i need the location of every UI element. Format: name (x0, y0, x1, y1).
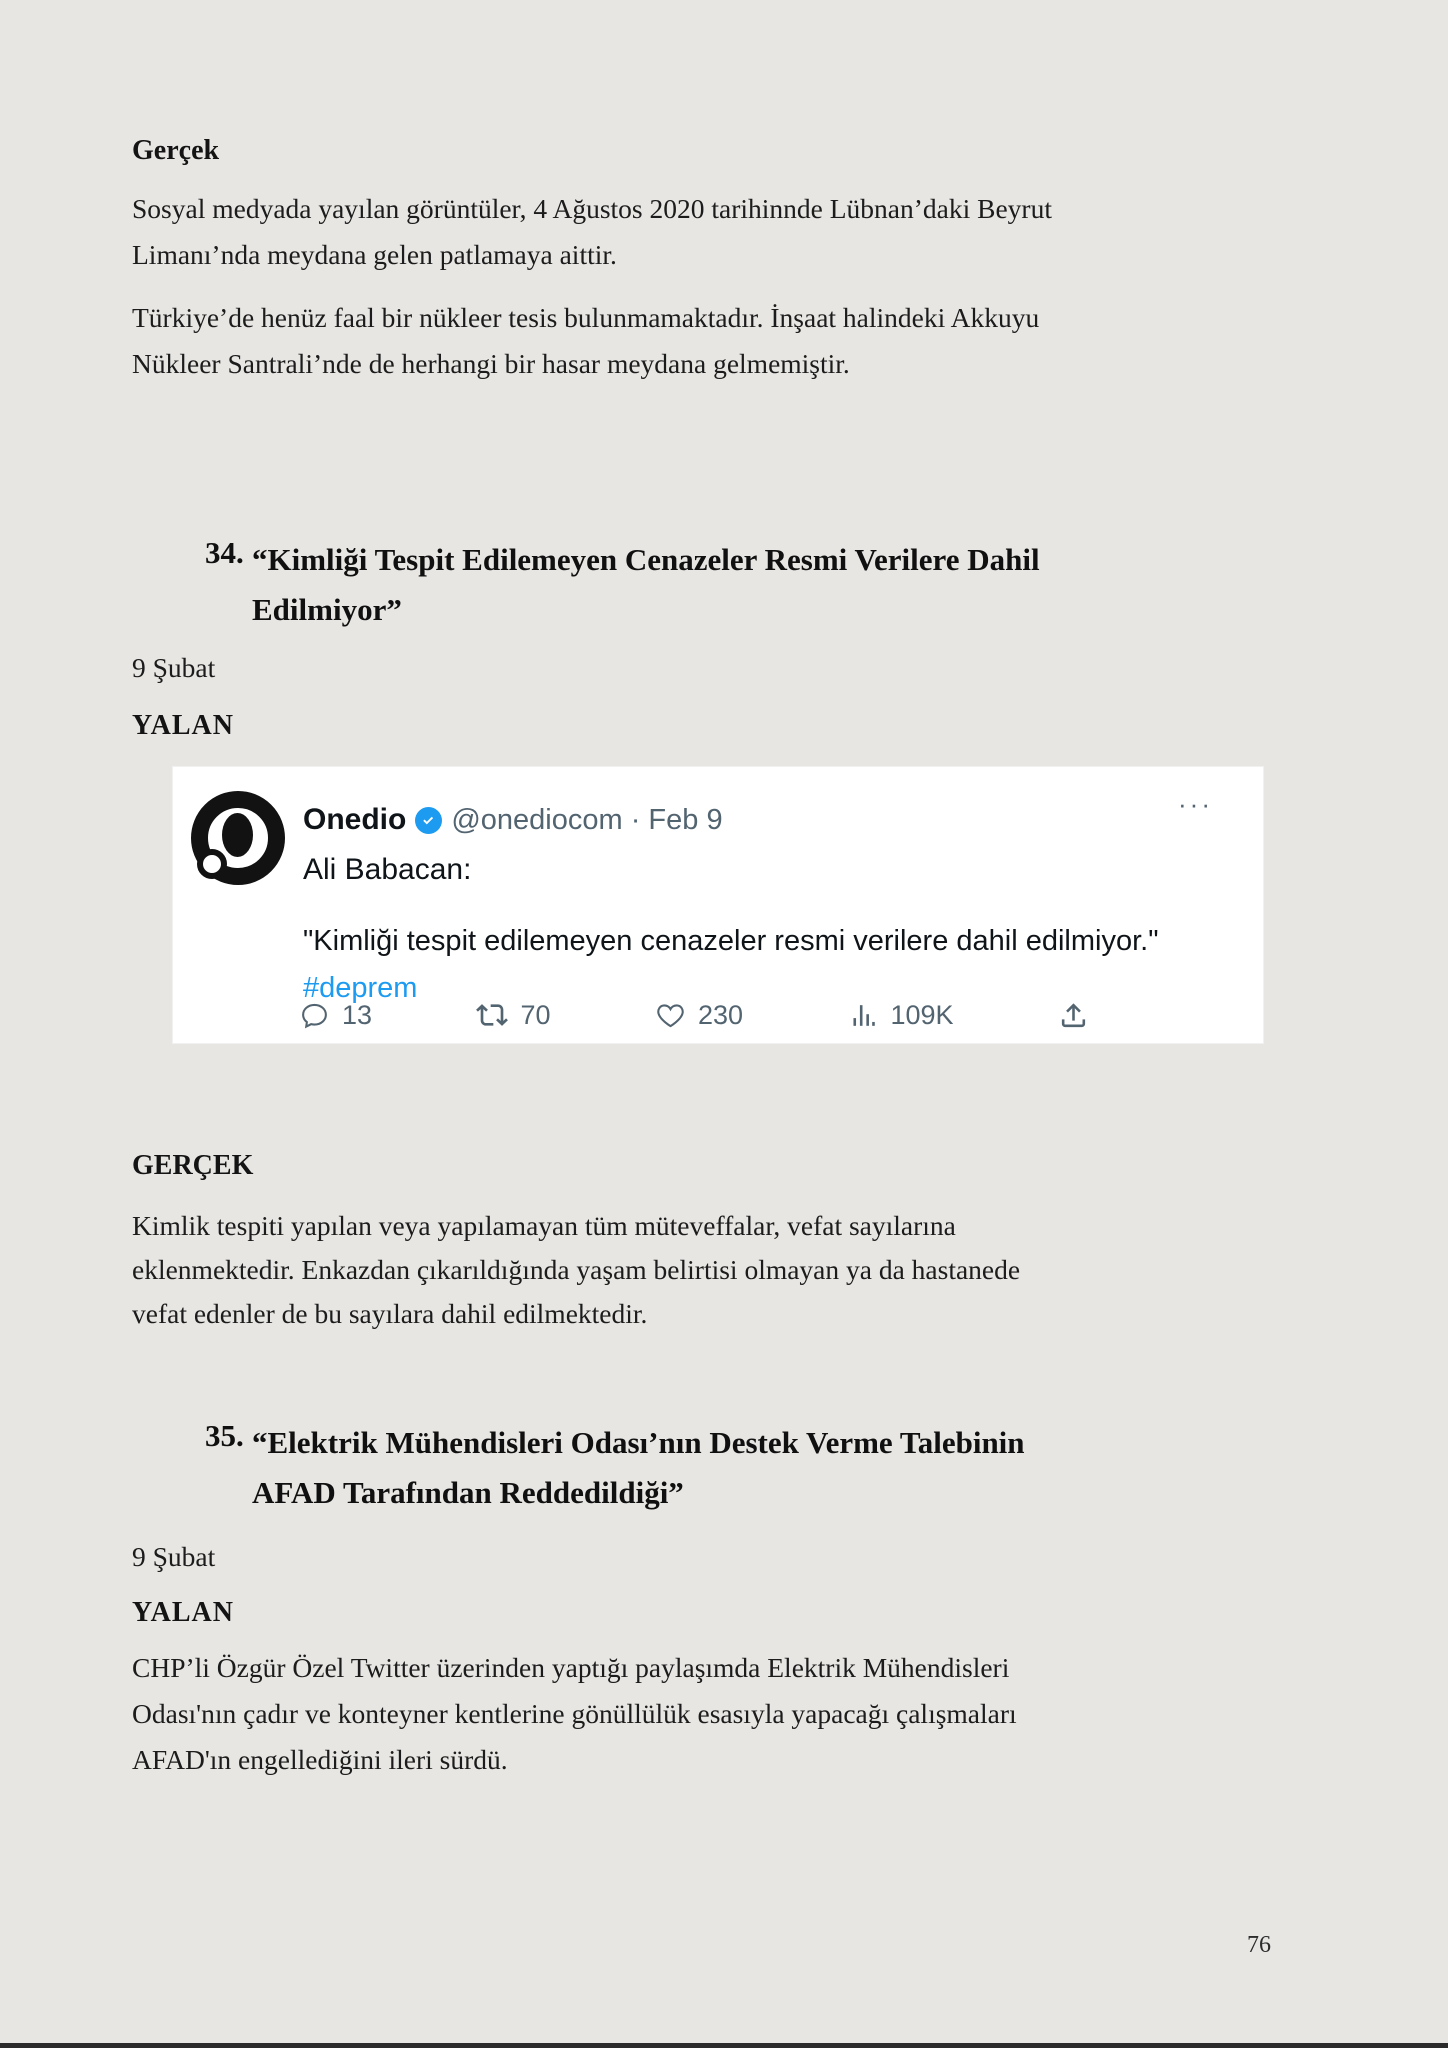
onedio-logo-icon (197, 849, 227, 879)
fact-heading-gercek-34: GERÇEK (132, 1150, 254, 1181)
paragraph-line: eklenmektedir. Enkazdan çıkarıldığında yaşam belirtisi olmayan ya da hastanede (132, 1254, 1021, 1285)
page-number: 76 (1247, 1932, 1271, 1958)
tweet-handle-date[interactable]: @onediocom · Feb 9 (451, 803, 723, 836)
tweet-subtitle: Ali Babacan: (303, 853, 472, 886)
paragraph-line: Sosyal medyada yayılan görüntüler, 4 Ağustos 2020 tarihinnde Lübnan’daki Beyrut (132, 193, 1052, 224)
heart-icon (655, 1000, 686, 1031)
fact-34-paragraph (132, 1204, 1020, 1336)
claim-title (252, 535, 1040, 635)
claim-34-heading (205, 535, 1040, 635)
claim-title (252, 1418, 1025, 1518)
claim-title-line: Edilmiyor” (252, 592, 402, 627)
paragraph-line: Nükleer Santrali’nde de herhangi bir hasar meydana gelmemiştir. (132, 348, 850, 379)
retweet-count: 70 (520, 999, 551, 1030)
tweet-text: "Kimliği tespit edilemeyen cenazeler resmi verilere dahil edilmiyor." (303, 925, 1159, 957)
retweet-icon (476, 999, 508, 1031)
claim-number: 34. (205, 535, 244, 570)
paragraph-line: vefat edenler de bu sayılara dahil edilmektedir. (132, 1298, 648, 1329)
claim-34-date: 9 Şubat (132, 652, 216, 683)
reply-count: 13 (342, 999, 373, 1030)
page-bottom-edge (0, 2043, 1448, 2048)
claim-35-verdict: YALAN (132, 1597, 234, 1628)
claim-title-line: “Kimliği Tespit Edilemeyen Cenazeler Resmi Verilere Dahil (252, 542, 1040, 577)
paragraph-line: Odası'nın çadır ve konteyner kentlerine gönüllülük esasıyla yapacağı çalışmaları (132, 1698, 1017, 1729)
retweet-button[interactable] (476, 999, 550, 1031)
views-button[interactable] (847, 1000, 953, 1031)
paragraph-line: Limanı’nda meydana gelen patlamaya aittir. (132, 239, 617, 270)
tweet-author-name[interactable]: Onedio (303, 803, 407, 836)
claim-title-line: “Elektrik Mühendisleri Odası’nın Destek Verme Talebinin (252, 1425, 1025, 1460)
share-icon (1058, 1000, 1089, 1031)
reply-icon (299, 1000, 330, 1031)
claim-35-paragraph (132, 1645, 1017, 1783)
fact-heading-gercek: Gerçek (132, 135, 220, 166)
onedio-logo-icon (222, 813, 253, 857)
claim-35-heading (205, 1418, 1025, 1518)
like-button[interactable] (655, 1000, 743, 1031)
paragraph-line: AFAD'ın engellediğini ileri sürdü. (132, 1744, 508, 1775)
verified-badge-icon (415, 807, 442, 834)
paragraph-line: Kimlik tespiti yapılan veya yapılamayan tüm müteveffalar, vefat sayılarına (132, 1210, 956, 1241)
tweet-header (303, 803, 723, 837)
fact-paragraph-2 (132, 295, 1039, 387)
like-count: 230 (697, 999, 744, 1030)
tweet-action-bar (299, 999, 1089, 1031)
claim-title-line: AFAD Tarafından Reddedildiği” (252, 1475, 684, 1510)
paragraph-line: Türkiye’de henüz faal bir nükleer tesis bulunmamaktadır. İnşaat halindeki Akkuyu (132, 302, 1040, 333)
claim-34-verdict: YALAN (132, 710, 234, 741)
analytics-bars-icon (847, 1000, 878, 1031)
views-count: 109K (890, 999, 954, 1030)
share-button[interactable] (1058, 1000, 1089, 1031)
claim-number: 35. (205, 1418, 244, 1453)
fact-paragraph-1 (132, 186, 1052, 278)
tweet-embed (172, 766, 1264, 1044)
reply-button[interactable] (299, 1000, 372, 1031)
paragraph-line: CHP’li Özgür Özel Twitter üzerinden yaptığı paylaşımda Elektrik Mühendisleri (132, 1652, 1010, 1683)
tweet-hashtag-link[interactable]: #deprem (303, 972, 418, 1004)
more-options-icon[interactable]: ··· (1178, 789, 1213, 819)
claim-35-date: 9 Şubat (132, 1541, 216, 1572)
avatar[interactable] (191, 791, 285, 885)
